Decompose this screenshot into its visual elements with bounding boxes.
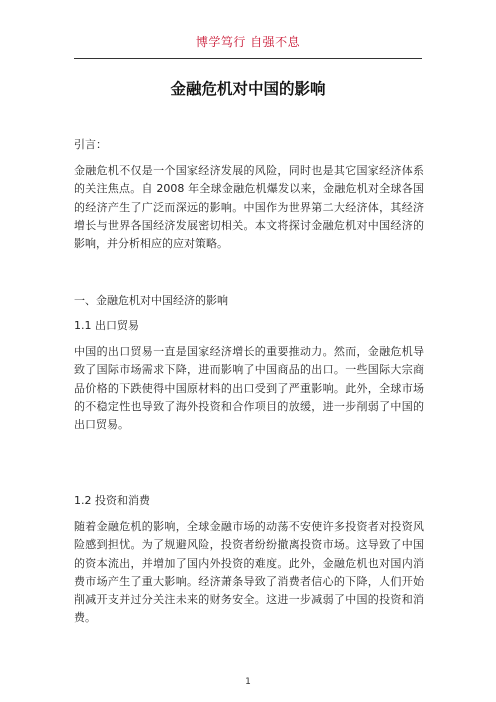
subsection-heading-export: 1.1 出口贸易 bbox=[74, 319, 139, 332]
export-paragraph: 中国的出口贸易一直是国家经济增长的重要推动力。然而，金融危机导致了国际市场需求下降，进而影响了中国商品的出口。一些国际大宗商品价格的下跌使得中国原材料的出口受到了严重影响。此外，全球市场的不稳定性也导致了海外投资和合作项目的放缓，进一步削弱了中国的出口贸易。 bbox=[74, 345, 424, 432]
investment-paragraph: 随着金融危机的影响，全球金融市场的动荡不安使许多投资者对投资风险感到担忧。为了规避风险，投资者纷纷撤离投资市场。这导致了中国的资本流出，并增加了国内外投资的难度。此外，金融危机也对国内消费市场产生了重大影响。经济萧条导致了消费者信心的下降，人们开始削减开支并过分关注未来的财务安全。这进一步减弱了中国的投资和消费。 bbox=[74, 520, 424, 625]
header-divider bbox=[74, 58, 422, 59]
subsection-heading-investment: 1.2 投资和消费 bbox=[74, 494, 150, 507]
page-number: 1 bbox=[245, 677, 251, 687]
header-motto: 博学笃行 自强不息 bbox=[195, 35, 301, 49]
intro-label: 引言： bbox=[74, 138, 107, 151]
document-title: 金融危机对中国的影响 bbox=[170, 80, 326, 98]
section-heading: 一、金融危机对中国经济的影响 bbox=[74, 294, 228, 307]
intro-paragraph: 金融危机不仅是一个国家经济发展的风险，同时也是其它国家经济体系的关注焦点。自 2008 年全球金融危机爆发以来，金融危机对全球各国的经济产生了广泛而深远的影响。中国作为世界第二大经济体，其经济增长与世界各国经济发展密切相关。本文将探讨金融危机对中国经济的影响，并分析相应的应对策略。 bbox=[74, 164, 424, 251]
